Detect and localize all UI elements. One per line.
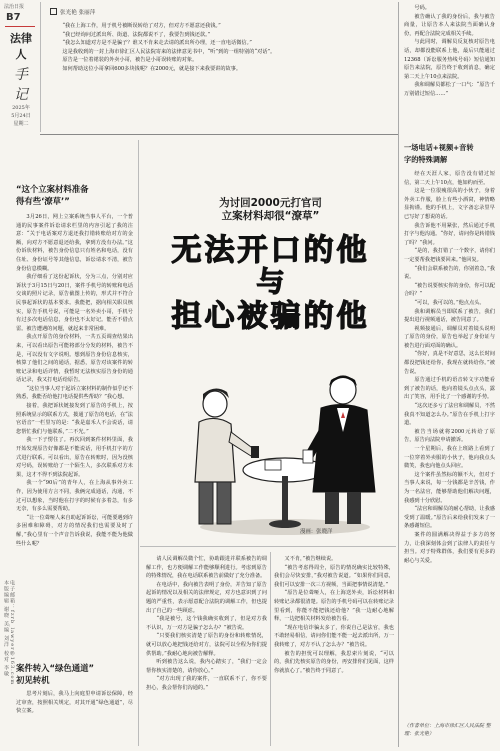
- right-column-text: [404, 170, 495, 718]
- illustration-credit: 漫画：张晓洋: [300, 529, 333, 535]
- author-note: （作者单位：上海市徐汇区人民法院 整理：张光艳）: [404, 723, 491, 737]
- right-para: “你好，真是不好意思，这么长时间都没把钱还给你，我现在就转给你。”被告说。: [404, 351, 495, 375]
- right-para: 我告诉他不用紧张，然后通过手机打字与他沟通。“你好，请问你是转错钱了吗？”我问。: [404, 222, 495, 246]
- center-left-para: 请人民调解员微个忙，协助跟进并联系被告的调解工作，也方便调解工作能够顺利进行。考虑到原告的特殊情况，我在电话联系被告前做好了充分准备。: [146, 556, 267, 580]
- intro-text: [52, 22, 392, 128]
- intro-para: “我在上海工作，用于机号被断误转给了对方，但对方不愿意还我钱。”: [62, 23, 221, 29]
- right-para: 案件的圆满解决得益于多方的努力，让我深刻体会到了法律人的责任与担当。对于特殊群体，我们要有更多的耐心与关爱。: [404, 531, 495, 564]
- center-right-para: “原告是位聋哑人，在上海送外卖，诉讼材料和转账记录都很清楚。原告的手机号码可以在转账记录里看到，你能不能把钱还给他？”我一边耐心地解释，一边把相关材料发给被告看。: [274, 590, 394, 623]
- left-heading: [16, 183, 136, 207]
- left-heading-line2: 得有些‘潦草’”: [16, 196, 70, 206]
- left-para: “这位当事人对于起诉立案材料的制作似乎还不熟悉，我能否给他打电话提供些帮助？”我心想。: [16, 385, 133, 401]
- page-number: B7: [6, 12, 21, 23]
- right-para: 这是一位很瘦很高的小伙子，身着外卖工作服，脸上有些小酒窝，神情略显拘谨。他的手机上，文字备忘录里早已写好了想说的话。: [404, 188, 495, 220]
- column-title: [5, 30, 37, 104]
- center-left-para: “只要我们核实清楚了原告的身份和转账情况，就可以放心地把钱还给对方，法院可以全程为你们提供帮助。”我耐心地向被告解释。: [146, 633, 267, 657]
- judge-figure: [303, 376, 375, 524]
- right-para: 被告确认了我的身份后，我与被告商量，让原告本人来法院当面确认身份，再配合法院完成相关手续。: [404, 13, 495, 37]
- byline-names: 张光艳 张丽萍: [60, 10, 96, 16]
- right-heading-line2: 字的特殊调解: [404, 155, 448, 164]
- left-para: 3月26日，网上立案系统当事人平台，一个普通的民事案件诉讼请求栏里的内容引起了我的注意：“关于电话案对方退还我打错转账给对方的金额，向对方不愿意退还给我，拿到方没有办法。”这份诉状材料，被告身份信息只有姓名和电话，没有住址、身份证号等其他信息，诉讼请求不清，被告身份信息模糊。: [16, 214, 133, 272]
- center-left-para: 听到被告这么说，我内心踏实了，“我们一定会帮你核实清楚的，请你放心。”: [146, 659, 267, 674]
- center-left-para: “我是被号，这个钱我确实收到了，但是对方我不认识，万一对方是骗子怎么办？”被告说。: [146, 616, 267, 631]
- right-para: 与此同时，调解员反复核对原告电话，却都没能联系上他，最后只能通过12368（诉讼服务热线号码）短信通知原告来法院，原告终于收到消息，确定第二天上午10点来法院。: [404, 39, 495, 80]
- column-title-line1: 法律人: [10, 32, 32, 61]
- right-para: 经在天涯人家，原告没有错过短信，第二天上午10点，他如约而至。: [404, 171, 495, 186]
- right-para: 号码。: [414, 5, 430, 11]
- intro-para: 这是我收到的一封上海市徐汇区人民法院寄来的法律意见书中，“听”到的一组特别的“对话”。: [62, 48, 276, 55]
- center-right-column-text: [274, 555, 394, 747]
- right-column-text-top: [404, 4, 495, 136]
- right-para: 视频接通后，调解员对着镜头说明了原告的身份，原告也举起了身份证与被告进行面对面的确认。: [404, 325, 495, 349]
- headline-main-2: 担心被骗的他: [171, 299, 370, 334]
- left-para: 我仔细看了这份起诉状，分为三点，分别对应诉状于3月15日与20日，案件手机号的转账和电话交谈的照片记录，原告截图上传的，形式并不符合民事起诉状的基本要求。我能把，据向相关职员核实，原告手机号说，可能是一名外卖小哥，手机号有过多次电话信息，身份也不太好记。能否不借点雷。被告遭遇的问题，就起来非常困难。: [16, 274, 133, 332]
- table: [243, 458, 327, 528]
- left-column-text: [16, 213, 133, 650]
- center-right-para: “现在电信诈骗太多了，你说自己是法官，我也不敢轻易相信，请问你们能不能一起去派出所，万一我转账了，对方不认了怎么办？”被告说。: [274, 624, 394, 648]
- right-heading: [404, 142, 498, 166]
- center-right-para: 又不肯，”被告继续说。: [284, 556, 337, 562]
- byline: [50, 8, 95, 16]
- right-para: “是的，我打错了一个数字，请你们一定要帮我把钱要回来。”他回复。: [404, 248, 495, 263]
- byline-marker: [50, 8, 57, 15]
- intro-para: “我怎么知道对方是不是骗子？谁又不肯来走去请的派出所办理，还一直电话微信。”: [62, 40, 252, 47]
- center-right-para: 被告的担忧可以理解，我思索片刻说，“可以的，我们先核实原告的身份，再安排你们见面，这样你就放心了。”被告终于同意了。: [274, 650, 394, 674]
- left-heading-2: [16, 662, 136, 686]
- right-heading-line1: 一场电话+视频+音转: [404, 143, 474, 152]
- column-title-line3: 记: [14, 87, 28, 103]
- kicker-line2: 立案材料却很“潦草”: [221, 210, 320, 222]
- intro-para: 原告是一位着裙装的外卖小哥，被告是小哥误转账的对象。: [62, 57, 198, 64]
- email-note: 电子邮箱：fzrb_lawyer@163.com: [9, 580, 15, 686]
- right-para: “我们会联系被告的，你别着急，”我说。: [404, 265, 495, 281]
- intro-para: “我已经询问过派出所、街道、法院都说不了，我要告到钱还款。”: [62, 31, 211, 38]
- right-para: “这次还多亏了法官和调解员，不然我真不知道怎么办。”原告在手机上打字道。: [404, 403, 495, 427]
- date-weekday: 星期二: [13, 121, 29, 127]
- left-para: 我一下子愣住了。再次回到案件材料里面，我开始发现原告好像都是不能说话，用手机打字的方式进行联系。可以看出，原告在转账时，因为没核对号码，误转账给了一个陌生人，多次联系对方未果，这才不得不到法院起诉。: [16, 437, 133, 478]
- left-heading2-line1: 案件转入“绿色通道”: [16, 663, 95, 673]
- center-left-para: 在电话中，我向被告表明了身份，并告知了原告起诉的情况以及相关的法律规定，对方也意识到了问题的严重性，表示愿意配合法院的调解工作，但也提出了自己的一些顾虑。: [146, 581, 267, 614]
- illustration: [185, 342, 385, 542]
- headline-connector: 与: [256, 265, 285, 298]
- column-title-line2: 手: [14, 67, 28, 83]
- paper-name: 法治日报: [4, 4, 25, 10]
- right-para: 我和调解员当即联系了被告，我们提出进行视频通话，被告同意了。: [404, 308, 495, 324]
- left-para: 我一个“90后”的青年人，在上海从事外卖工作，因为使用方言不同，我俩完成通话，沟通，不过可以想象，当时他在打字的时候有多着急，有多无奈，有多么需要帮助。: [16, 480, 133, 513]
- left-para: 接着，我把诉状链接发到了原告的手机上，按照系统显示的联系方式，拨通了原告的电话，在“法官语音”一栏里写的是：“我是嘉禾人不会说话，请您帮忙我们与他联系，”二不光。”: [16, 403, 133, 435]
- issue-date: [5, 104, 37, 128]
- right-para: “被告说要核实你的身份，你可以配合吗？”: [404, 282, 495, 298]
- right-para: 一个星期后，我在上班路上看到了一位穿着外卖服的小伙子，他向我点头微笑，我也向他点头回应。: [404, 446, 495, 470]
- left-para: “让一位聋哑人来自助起诉诉讼，可能要遇到许多困难和障碍，对方的情况我们也需要及时了解，”我心里有一个声音告诉我说，我能不能为他做些什么呢？: [16, 514, 133, 547]
- left-para: 我点开原告的身份材料，一共五页调查结果出来，可以看出原告可能将部分分发的材料，被告不是，可以没有文字说明。想到原告身份信息核实，核算了他们之间的通话，据悉，原告对该案件的转账记录和电话详情，我暂时无法核实原告身份的通话记录，我又打电话给原告。: [16, 334, 133, 384]
- center-left-para: “对方出现了我的案件，一直联系不了，你不要担心，我会帮你们沟通的。”: [146, 676, 267, 691]
- right-para: 被告当场就将2000元转给了原告，原告向法院申请撤诉。: [404, 428, 495, 444]
- left-para: 思考片刻后，我马上向庭里申请诉讼保障，经过审查，按照相关规定，对其开通“绿色通道”，尽快立案。: [16, 691, 133, 715]
- headline-main-1: 无法开口的他: [171, 233, 370, 268]
- right-para: “可以，我可以的。”他点点头。: [414, 299, 485, 306]
- left-heading-line1: “这个立案材料准备: [16, 184, 89, 194]
- editor-note: 本版编辑 谢晓 美编 刘洋 校对 李敏: [3, 580, 9, 677]
- right-para: 这个案件虽然标的额不大，但对于当事人来说，每一分钱都是辛苦钱，作为一名法官，能够帮助他们解决问题，我感到十分欣慰。: [404, 471, 495, 504]
- courier-figure: [195, 388, 259, 524]
- date-monthday: 5月24日: [11, 113, 31, 119]
- illustration-drawing: [185, 342, 385, 542]
- left-column-text-2: [16, 690, 133, 746]
- center-right-para: “被告考虑得周全，原告的情况确实比较特殊，我们会尽快安排，”我对被告说道。“如果你们同意，我们可以安排一次三方视频，当面把事情说清楚。”: [274, 564, 394, 588]
- kicker-line1: 为讨回2000元打官司: [219, 197, 322, 209]
- intro-para: 如何帮助这位小哥拿回600多块钱呢？在2000元，就是接下来我要讲的故事。: [62, 65, 242, 72]
- right-para: “法官和调解员的耐心帮助，让我感受到了温暖。”原告后来给我们发来了一条感谢短信。: [404, 506, 495, 530]
- left-heading2-line2: 初见转机: [16, 675, 50, 685]
- headline-kicker: [148, 197, 393, 223]
- right-para: 我和调解员都松了一口气：“原告千万别错过短信……”: [404, 82, 495, 97]
- date-year: 2025年: [12, 105, 30, 111]
- center-left-column-text: [146, 555, 267, 747]
- right-para: 原告通过手机的语音转文字功能看到了被告的话，他向着镜头点点头，露出了笑容，用手比了一个感谢的手势。: [404, 377, 495, 401]
